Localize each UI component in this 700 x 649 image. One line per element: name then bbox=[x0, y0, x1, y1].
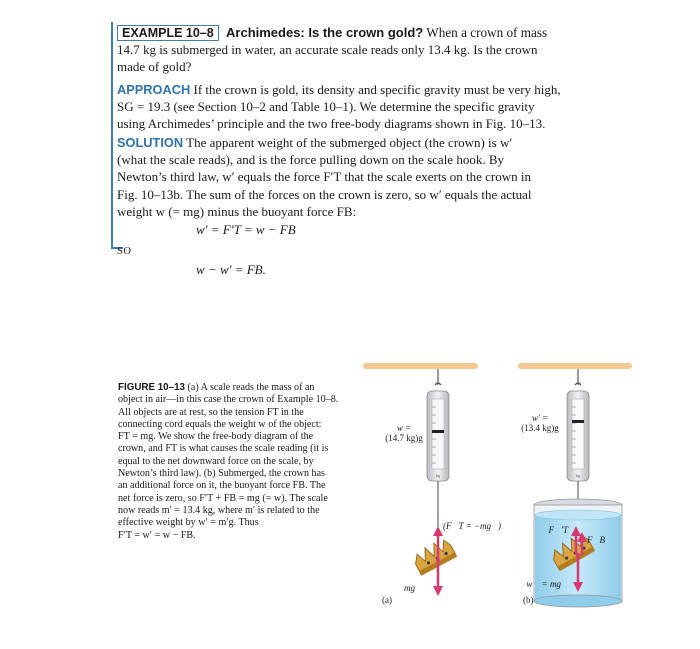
example-tag: EXAMPLE 10–8 bbox=[117, 25, 219, 41]
so-word: SO bbox=[117, 246, 132, 257]
center-dot-a bbox=[436, 558, 440, 562]
scale-pointer-b bbox=[572, 420, 584, 423]
panel-a-label: (a) bbox=[382, 595, 392, 605]
ceiling-a bbox=[363, 363, 478, 369]
approach-label: APPROACH bbox=[117, 82, 191, 97]
approach-line-1: If the crown is gold, its density and specific gravity must be very high, bbox=[193, 82, 561, 97]
example-title: Archimedes: Is the crown gold? bbox=[226, 25, 424, 40]
reading-a-line2: (14.7 kg)g bbox=[385, 433, 423, 443]
solution-label: SOLUTION bbox=[117, 135, 184, 150]
example-left-rule bbox=[111, 22, 113, 248]
scale-pointer-a bbox=[432, 430, 444, 433]
solution-line-4: Fig. 10–13b. The sum of the forces on the crown is zero, so w′ equals the actual bbox=[117, 186, 532, 202]
figure-label: FIGURE 10–13 bbox=[118, 382, 185, 393]
caption-line-2: object in air—in this case the crown of Example 10–8. bbox=[118, 394, 339, 406]
caption-line-9: an additional force on it, the buoyant force FB. The bbox=[118, 480, 326, 492]
example-intro-line-1: When a crown of mass bbox=[426, 25, 548, 40]
caption-line-12: effective weight by w′ = m′g. Thus bbox=[118, 517, 259, 529]
panel-b-label: (b) bbox=[523, 595, 534, 605]
caption-line-1: (a) A scale reads the mass of an bbox=[187, 382, 315, 393]
solution-paragraph bbox=[117, 134, 595, 220]
example-intro bbox=[117, 41, 595, 75]
caption-line-13: F′T = w′ = w − FB. bbox=[118, 529, 196, 541]
approach-line-2: SG = 19.3 (see Section 10–2 and Table 10–1). We determine the specific gravity bbox=[117, 99, 535, 115]
scale-brand-b: kg bbox=[576, 473, 580, 478]
equation-1: w′ = F′T = w − FB bbox=[196, 222, 296, 237]
caption-line-7: equal to the net downward force on the scale, by bbox=[118, 455, 314, 467]
center-dot-b bbox=[576, 553, 580, 557]
reading-b-line1: w′ = bbox=[531, 413, 549, 423]
scale-face-b bbox=[572, 399, 584, 469]
caption-line-3: All objects are at rest, so the tension FT in the bbox=[118, 406, 304, 418]
buoyant-label-b: F⃗B bbox=[587, 535, 605, 545]
scale-brand-a: kg bbox=[436, 473, 440, 478]
equation-2: w − w′ = FB. bbox=[196, 262, 266, 277]
tank-base bbox=[534, 595, 622, 607]
caption-line-11: now reads m′ = 13.4 kg, where m′ is related to the bbox=[118, 504, 320, 516]
crown-a bbox=[411, 536, 457, 575]
approach-line-3: using Archimedes’ principle and the two free-body diagrams shown in Fig. 10–13. bbox=[117, 116, 546, 132]
figure-illustration bbox=[360, 355, 640, 615]
weight-label-b: w⃗ = mg⃗ bbox=[526, 579, 568, 589]
approach-paragraph bbox=[117, 81, 595, 133]
solution-line-1: The apparent weight of the submerged object (the crown) is w′ bbox=[186, 135, 513, 150]
reading-a-line1: w = bbox=[396, 423, 412, 433]
solution-line-3: Newton’s third law, w′ equals the force F′T that the scale exerts on the crown in bbox=[117, 169, 531, 185]
weight-label-a: mg⃗ bbox=[404, 583, 422, 593]
example-intro-line-3: made of gold? bbox=[117, 59, 192, 75]
example-intro-line-2: 14.7 kg is submerged in water, an accurate scale reads only 13.4 kg. Is the crown bbox=[117, 42, 538, 57]
caption-line-5: FT = mg. We show the free-body diagram of the bbox=[118, 431, 314, 443]
panel-b bbox=[518, 363, 632, 607]
water-surface bbox=[535, 510, 621, 520]
caption-line-8: Newton’s third law). (b) Submerged, the crown has bbox=[118, 468, 325, 480]
tension-label-a: (F⃗T = −mg⃗) bbox=[443, 521, 501, 531]
panel-a bbox=[363, 363, 501, 605]
tension-label-b: F⃗′T bbox=[548, 525, 568, 535]
caption-line-4: connecting cord equals the weight w of the object: bbox=[118, 418, 322, 430]
ceiling-b bbox=[518, 363, 632, 369]
caption-line-10: net force is zero, so F′T + FB = mg (= w). The scale bbox=[118, 492, 328, 504]
solution-line-5: weight w (= mg) minus the buoyant force FB: bbox=[117, 203, 357, 219]
example-header bbox=[117, 24, 597, 41]
solution-line-2: (what the scale reads), and is the force pulling down on the scale hook. By bbox=[117, 152, 504, 168]
caption-line-6: crown, and FT is what causes the scale reading (it is bbox=[118, 443, 329, 455]
reading-b-line2: (13.4 kg)g bbox=[521, 423, 559, 433]
scale-face-a bbox=[432, 399, 444, 469]
figure-caption bbox=[118, 382, 356, 542]
